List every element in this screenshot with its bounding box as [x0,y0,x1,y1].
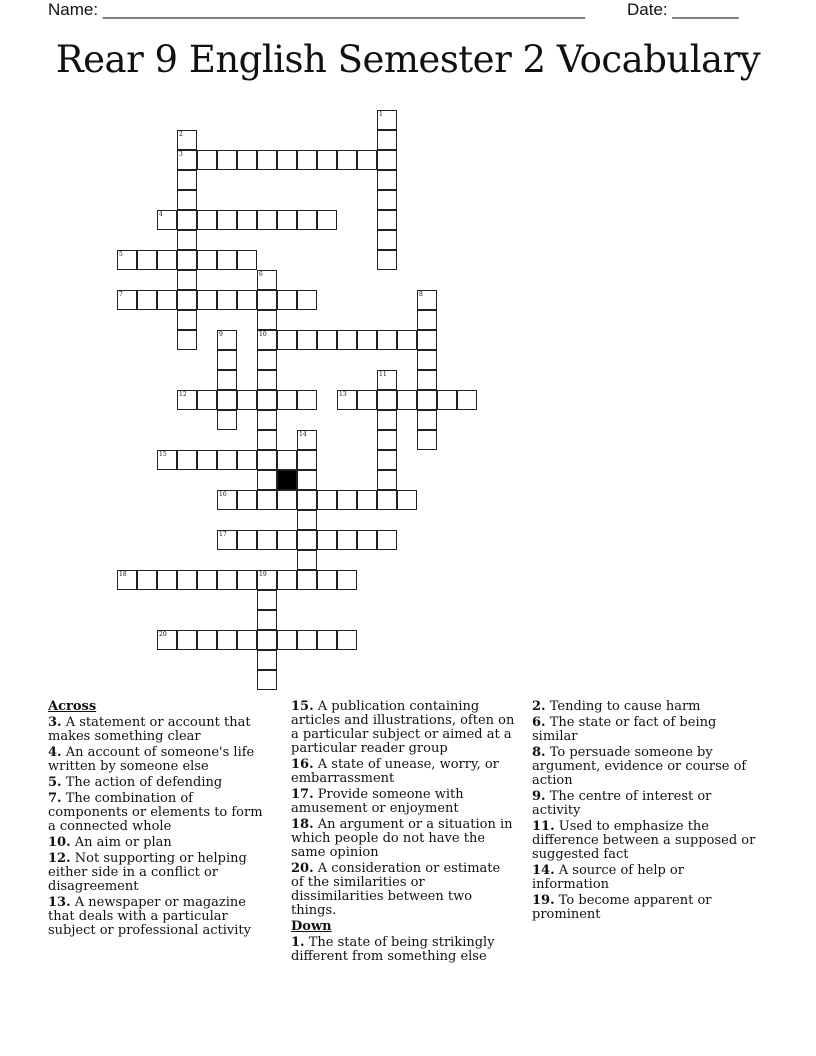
grid-cell[interactable] [377,250,397,270]
grid-cell[interactable] [337,490,357,510]
grid-cell[interactable] [297,450,317,470]
clue-10: 10. An aim or plan [48,835,172,850]
grid-cell[interactable] [217,630,237,650]
grid-cell[interactable] [317,150,337,170]
grid-cell[interactable] [177,310,197,330]
grid-cell[interactable] [237,570,257,590]
grid-cell[interactable] [377,470,397,490]
grid-cell[interactable] [417,410,437,430]
across-heading: Across [48,699,97,714]
grid-cell[interactable] [277,490,297,510]
grid-cell[interactable] [417,350,437,370]
grid-cell[interactable] [377,430,397,450]
clue-number: 10 [259,331,267,338]
clue-5: 5. The action of defending [48,775,223,790]
grid-cell[interactable] [177,170,197,190]
grid-cell[interactable] [257,610,277,630]
clue-8: 8. To persuade someone by argument, evidence or course of action [532,745,747,788]
grid-cell[interactable] [177,210,197,230]
grid-cell[interactable] [257,270,277,290]
grid-cell[interactable] [357,530,377,550]
grid-cell[interactable] [297,390,317,410]
clue-13: 13. A newspaper or magazine that deals with a particular subject or professional activity [48,895,251,938]
grid-cell[interactable] [297,550,317,570]
grid-cell[interactable] [197,290,217,310]
clue-number: 12 [179,391,187,398]
clue-number: 7 [119,291,123,298]
grid-cell[interactable] [377,530,397,550]
grid-cell[interactable] [257,430,277,450]
grid-cell[interactable] [237,290,257,310]
grid-cell[interactable] [117,250,137,270]
grid-cell[interactable] [377,490,397,510]
grid-cell[interactable] [257,570,277,590]
date-field [627,0,739,20]
grid-cell[interactable] [377,130,397,150]
grid-cell[interactable] [137,250,157,270]
grid-cell[interactable] [277,390,297,410]
grid-cell[interactable] [177,230,197,250]
grid-cell[interactable] [237,150,257,170]
grid-cell[interactable] [377,330,397,350]
grid-cell[interactable] [357,330,377,350]
clue-number: 9 [219,331,223,338]
clue-4: 4. An account of someone's life written by someone else [48,745,255,774]
grid-cell[interactable] [237,390,257,410]
grid-cell[interactable] [257,410,277,430]
down-heading: Down [291,919,332,934]
grid-cell[interactable] [217,150,237,170]
grid-cell[interactable] [257,450,277,470]
grid-cell[interactable] [237,490,257,510]
grid-cell[interactable] [177,290,197,310]
grid-cell[interactable] [157,290,177,310]
clues-column-1 [48,700,273,940]
grid-cell[interactable] [217,490,237,510]
grid-cell[interactable] [197,250,217,270]
name-line: ___________________________________________________ [102,0,585,19]
grid-cell[interactable] [377,370,397,390]
grid-cell[interactable] [397,330,417,350]
grid-cell[interactable] [157,450,177,470]
grid-cell[interactable] [177,630,197,650]
grid-cell[interactable] [257,650,277,670]
grid-cell[interactable] [297,290,317,310]
date-label: Date: [627,0,673,19]
grid-cell[interactable] [257,330,277,350]
grid-cell[interactable] [417,390,437,410]
grid-cell[interactable] [177,190,197,210]
grid-cell[interactable] [217,350,237,370]
grid-cell[interactable] [297,150,317,170]
grid-cell[interactable] [317,570,337,590]
date-line: _______ [672,0,739,19]
grid-cell[interactable] [257,390,277,410]
grid-cell[interactable] [277,530,297,550]
grid-cell[interactable] [177,130,197,150]
grid-cell[interactable] [177,390,197,410]
clue-15: 15. A publication containing articles and illustrations, often on a particular subject or aimed at a particular reader group [291,699,515,756]
grid-cell[interactable] [377,190,397,210]
grid-cell[interactable] [257,370,277,390]
clue-number: 14 [299,431,307,438]
grid-cell[interactable] [217,450,237,470]
grid-cell[interactable] [277,450,297,470]
grid-cell[interactable] [337,390,357,410]
grid-cell[interactable] [377,150,397,170]
grid-cell[interactable] [437,390,457,410]
grid-cell[interactable] [157,210,177,230]
grid-cell[interactable] [217,330,237,350]
grid-cell[interactable] [197,570,217,590]
grid-cell[interactable] [217,210,237,230]
grid-cell[interactable] [317,530,337,550]
clue-17: 17. Provide someone with amusement or enjoyment [291,787,464,816]
grid-cell[interactable] [417,430,437,450]
grid-cell[interactable] [277,330,297,350]
grid-cell[interactable] [357,150,377,170]
clue-20: 20. A consideration or estimate of the similarities or dissimilarities between two things. [291,861,501,918]
name-field [48,0,585,20]
clue-9: 9. The centre of interest or activity [532,789,712,818]
grid-cell[interactable] [137,570,157,590]
clues-column-3 [532,700,762,924]
grid-cell[interactable] [277,570,297,590]
name-label: Name: [48,0,103,19]
grid-cell[interactable] [237,630,257,650]
grid-cell[interactable] [297,490,317,510]
grid-cell[interactable] [177,570,197,590]
clue-number: 6 [259,271,263,278]
grid-cell[interactable] [217,390,237,410]
grid-cell[interactable] [197,150,217,170]
grid-cell[interactable] [137,290,157,310]
grid-cell[interactable] [397,490,417,510]
clue-18: 18. An argument or a situation in which people do not have the same opinion [291,817,513,860]
grid-cell[interactable] [297,510,317,530]
clue-number: 18 [119,571,127,578]
grid-cell[interactable] [337,530,357,550]
clue-number: 16 [219,491,227,498]
grid-cell[interactable] [397,390,417,410]
clue-1: 1. The state of being strikingly different from something else [291,935,495,964]
grid-cell[interactable] [257,490,277,510]
grid-cell[interactable] [417,310,437,330]
clue-number: 11 [379,371,387,378]
black-square [277,470,297,490]
grid-cell[interactable] [117,290,137,310]
clue-number: 3 [179,151,183,158]
grid-cell[interactable] [257,470,277,490]
grid-cell[interactable] [377,390,397,410]
clue-number: 15 [159,451,167,458]
grid-cell[interactable] [117,570,137,590]
grid-cell[interactable] [257,350,277,370]
clue-3: 3. A statement or account that makes something clear [48,715,251,744]
grid-cell[interactable] [257,630,277,650]
grid-cell[interactable] [377,410,397,430]
grid-cell[interactable] [217,250,237,270]
grid-cell[interactable] [297,330,317,350]
grid-cell[interactable] [237,250,257,270]
grid-cell[interactable] [297,630,317,650]
clue-11: 11. Used to emphasize the difference between a supposed or suggested fact [532,819,756,862]
grid-cell[interactable] [277,290,297,310]
grid-cell[interactable] [297,570,317,590]
grid-cell[interactable] [257,210,277,230]
grid-cell[interactable] [337,330,357,350]
clue-number: 8 [419,291,423,298]
grid-cell[interactable] [357,390,377,410]
grid-cell[interactable] [257,310,277,330]
grid-cell[interactable] [217,370,237,390]
grid-cell[interactable] [197,390,217,410]
grid-cell[interactable] [237,530,257,550]
grid-cell[interactable] [157,250,177,270]
grid-cell[interactable] [257,670,277,690]
grid-cell[interactable] [297,470,317,490]
grid-cell[interactable] [217,530,237,550]
clue-6: 6. The state or fact of being similar [532,715,717,744]
grid-cell[interactable] [177,330,197,350]
grid-cell[interactable] [417,290,437,310]
grid-cell[interactable] [377,170,397,190]
grid-cell[interactable] [237,450,257,470]
grid-cell[interactable] [377,210,397,230]
grid-cell[interactable] [197,210,217,230]
clues-column-2 [291,700,516,966]
grid-cell[interactable] [317,210,337,230]
grid-cell[interactable] [177,450,197,470]
grid-cell[interactable] [297,210,317,230]
grid-cell[interactable] [177,150,197,170]
grid-cell[interactable] [157,630,177,650]
grid-cell[interactable] [157,570,177,590]
clue-number: 17 [219,531,227,538]
grid-cell[interactable] [197,450,217,470]
grid-cell[interactable] [377,110,397,130]
grid-cell[interactable] [417,370,437,390]
grid-cell[interactable] [217,410,237,430]
clue-number: 2 [179,131,183,138]
grid-cell[interactable] [277,150,297,170]
clue-16: 16. A state of unease, worry, or embarrassment [291,757,499,786]
grid-cell[interactable] [417,330,437,350]
grid-cell[interactable] [257,530,277,550]
grid-cell[interactable] [317,490,337,510]
grid-cell[interactable] [337,630,357,650]
grid-cell[interactable] [217,570,237,590]
grid-cell[interactable] [457,390,477,410]
grid-cell[interactable] [317,630,337,650]
grid-cell[interactable] [337,150,357,170]
grid-cell[interactable] [297,530,317,550]
grid-cell[interactable] [357,490,377,510]
grid-cell[interactable] [257,290,277,310]
grid-cell[interactable] [197,630,217,650]
clue-number: 20 [159,631,167,638]
grid-cell[interactable] [177,270,197,290]
grid-cell[interactable] [257,590,277,610]
clue-number: 4 [159,211,163,218]
grid-cell[interactable] [237,210,257,230]
clue-2: 2. Tending to cause harm [532,699,701,714]
clue-7: 7. The combination of components or elements to form a connected whole [48,791,263,834]
grid-cell[interactable] [277,630,297,650]
clue-number: 5 [119,251,123,258]
clue-12: 12. Not supporting or helping either side in a conflict or disagreement [48,851,247,894]
page-title: Rear 9 English Semester 2 Vocabulary [55,38,761,81]
clue-number: 1 [379,111,383,118]
grid-cell[interactable] [377,230,397,250]
grid-cell[interactable] [277,210,297,230]
clue-number: 13 [339,391,347,398]
clue-19: 19. To become apparent or prominent [532,893,712,922]
grid-cell[interactable] [257,150,277,170]
grid-cell[interactable] [377,450,397,470]
grid-cell[interactable] [297,430,317,450]
grid-cell[interactable] [337,570,357,590]
grid-cell[interactable] [177,250,197,270]
grid-cell[interactable] [217,290,237,310]
grid-cell[interactable] [317,330,337,350]
clue-14: 14. A source of help or information [532,863,684,892]
clue-number: 19 [259,571,267,578]
